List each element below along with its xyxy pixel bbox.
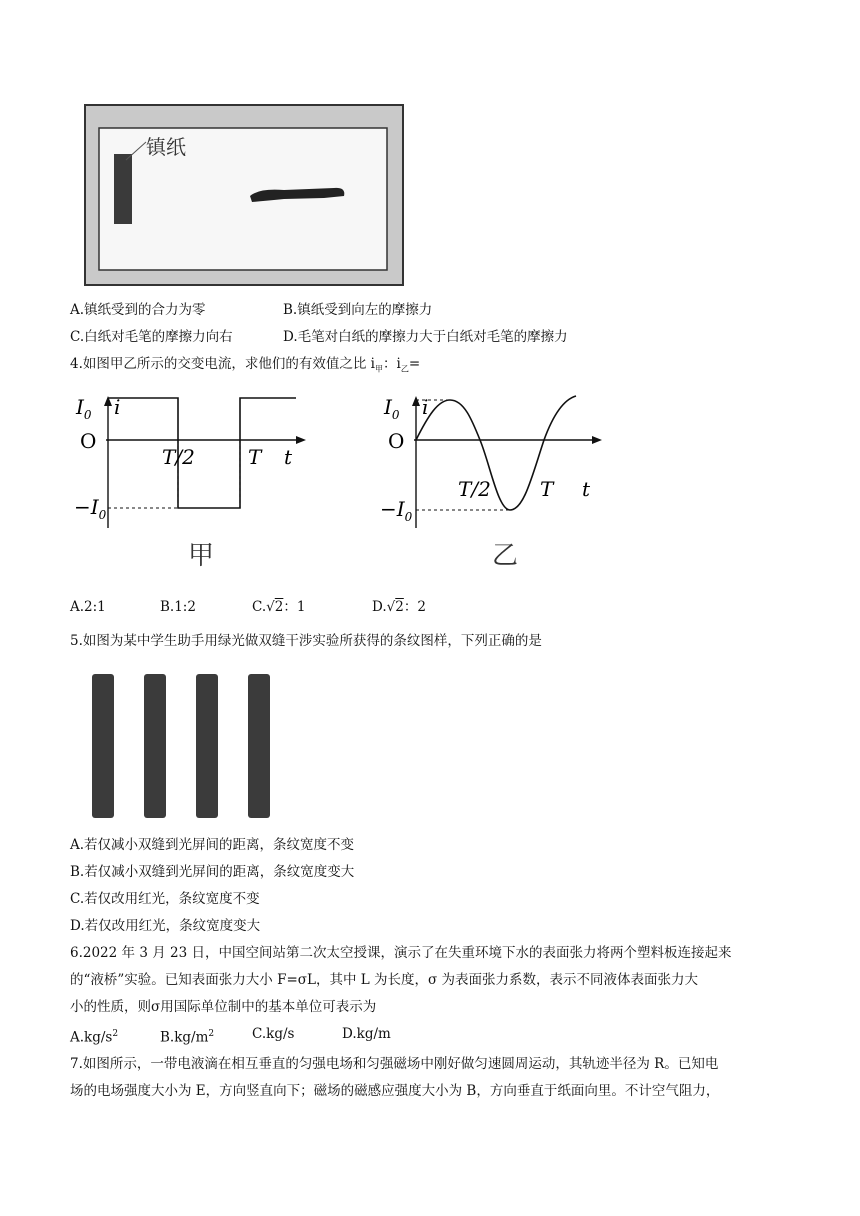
jia-origin-label: O bbox=[80, 429, 97, 453]
q5-option-b: B.若仅减小双缝到光屏间的距离，条纹宽度变大 bbox=[70, 864, 355, 880]
fringe-4 bbox=[248, 674, 270, 818]
jia-neg-i0-label: $-I_0$ bbox=[74, 495, 107, 522]
paperweight-figure bbox=[84, 104, 404, 286]
q6-option-b: $B.kg/m^2$ bbox=[160, 1029, 215, 1046]
jia-half-period-label: T/2 bbox=[162, 445, 195, 469]
yi-origin-label: O bbox=[388, 429, 405, 453]
q4-option-c: C.√2：1 bbox=[252, 599, 306, 615]
q5-option-d: D.若仅改用红光，条纹宽度变大 bbox=[70, 918, 261, 934]
sqrt-sign: √ bbox=[386, 599, 396, 615]
q6-line-3: 小的性质，则σ用国际单位制中的基本单位可表示为 bbox=[70, 999, 377, 1015]
q6-line-1: 6.2022 年 3 月 23 日，中国空间站第二次太空授课，演示了在失重环境下水的表面张力将两个塑料板连接起来 bbox=[70, 945, 732, 961]
fringe-2 bbox=[144, 674, 166, 818]
fringe-3 bbox=[196, 674, 218, 818]
paperweight-bar bbox=[114, 154, 132, 224]
q6-line-2: 的“液桥”实验。已知表面张力大小 F=σL，其中 L 为长度，σ 为表面张力系数，表示不同液体表面张力大 bbox=[70, 972, 699, 988]
graph-jia bbox=[70, 392, 310, 580]
paperweight-label: 镇纸 bbox=[146, 135, 186, 159]
q5-option-a: A.若仅减小双缝到光屏间的距离，条纹宽度不变 bbox=[70, 837, 355, 853]
yi-i0-label: $I_0$ bbox=[384, 395, 400, 422]
jia-i0-label: $I_0$ bbox=[76, 395, 92, 422]
yi-half-period-label: T/2 bbox=[458, 477, 491, 501]
yi-y-label: i bbox=[422, 395, 429, 419]
q7-line-2: 场的电场强度大小为 E，方向竖直向下；磁场的磁感应强度大小为 B，方向垂直于纸面向里。不计空气阻力， bbox=[70, 1083, 720, 1099]
q4-option-d: D.√2：2 bbox=[372, 599, 426, 615]
q4-stem: 4.如图甲乙所示的交变电流，求他们的有效值之比 $i_甲$：$i_乙=$ bbox=[70, 356, 421, 374]
yi-caption: 乙 bbox=[492, 541, 519, 571]
q5-stem: 5.如图为某中学生助手用绿光做双缝干涉实验所获得的条纹图样，下列正确的是 bbox=[70, 633, 542, 649]
fringe-1 bbox=[92, 674, 114, 818]
q3-option-b: B.镇纸受到向左的摩擦力 bbox=[283, 302, 433, 318]
yi-period-label: T bbox=[540, 477, 554, 501]
q7-line-1: 7.如图所示，一带电液滴在相互垂直的匀强电场和匀强磁场中刚好做匀速圆周运动，其轨迹半径为 R。已知电 bbox=[70, 1056, 719, 1072]
jia-x-label: t bbox=[284, 445, 293, 469]
q5-option-c: C.若仅改用红光，条纹宽度不变 bbox=[70, 891, 260, 907]
q6-option-d: D.kg/m bbox=[342, 1026, 391, 1042]
q6-option-a: $A.kg/s^2$ bbox=[70, 1029, 119, 1046]
yi-neg-i0-label: $-I_0$ bbox=[380, 497, 413, 524]
q4-option-a: A.2:1 bbox=[70, 599, 106, 615]
q3-option-d: D.毛笔对白纸的摩擦力大于白纸对毛笔的摩擦力 bbox=[283, 329, 568, 345]
jia-period-label: T bbox=[248, 445, 262, 469]
fringe-figure bbox=[84, 666, 284, 822]
q3-option-a: A.镇纸受到的合力为零 bbox=[70, 302, 206, 318]
q3-option-c: C.白纸对毛笔的摩擦力向右 bbox=[70, 329, 233, 345]
sqrt-sign: √ bbox=[266, 599, 275, 615]
graph-yi bbox=[380, 392, 620, 580]
jia-y-label: i bbox=[114, 395, 121, 419]
q6-option-c: C.kg/s bbox=[252, 1026, 295, 1042]
jia-caption: 甲 bbox=[188, 541, 215, 571]
yi-x-label: t bbox=[582, 477, 591, 501]
q4-option-b: B.1:2 bbox=[160, 599, 196, 615]
